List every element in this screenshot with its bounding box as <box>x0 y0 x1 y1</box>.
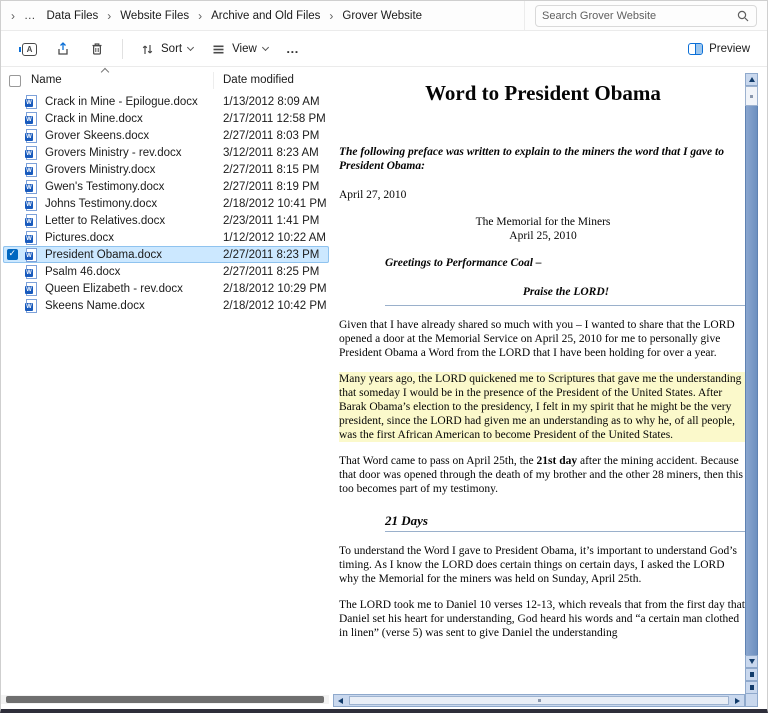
file-date: 2/27/2011 8:15 PM <box>223 163 320 176</box>
file-row[interactable] <box>1 144 331 161</box>
file-name: Crack in Mine - Epilogue.docx <box>45 95 198 108</box>
file-date: 2/27/2011 8:23 PM <box>223 248 320 261</box>
search-area <box>524 1 767 30</box>
doc-21days-block <box>385 514 747 532</box>
file-list-pane <box>1 67 331 705</box>
file-name: Johns Testimony.docx <box>45 197 158 210</box>
word-file-icon <box>25 299 38 312</box>
vscrollbar-track[interactable] <box>745 106 758 655</box>
doc-title: Word to President Obama <box>425 81 661 105</box>
file-row[interactable] <box>1 229 331 246</box>
file-date: 2/18/2012 10:41 PM <box>223 197 327 210</box>
doc-greeting-block <box>385 256 747 306</box>
file-row[interactable] <box>1 280 331 297</box>
file-date: 3/12/2011 8:23 AM <box>223 146 319 159</box>
file-date: 2/27/2011 8:19 PM <box>223 180 320 193</box>
arrow-up-icon <box>749 77 755 82</box>
arrow-right-icon <box>735 698 740 704</box>
breadcrumb-overflow-button[interactable]: … <box>19 7 42 25</box>
preview-label: Preview <box>709 43 750 55</box>
share-button[interactable] <box>48 36 78 62</box>
doc-paragraph-daniel: The LORD took me to Daniel 10 verses 12-13, which reveals that from the first day that Daniel set his heart for understanding, God heard his words and “a certain man clothed in linen” (verse 5) was sent to give Daniel the understanding <box>339 599 745 639</box>
file-name: Grovers Ministry - rev.docx <box>45 146 182 159</box>
file-list-rows <box>1 93 331 314</box>
file-row[interactable] <box>3 246 329 263</box>
file-row[interactable] <box>1 110 331 127</box>
word-file-icon <box>25 163 38 176</box>
column-divider[interactable] <box>213 72 214 89</box>
breadcrumb-item-archive-and-old-files[interactable]: Archive and Old Files <box>206 7 325 25</box>
scroll-left-button[interactable] <box>334 695 347 706</box>
column-header-name[interactable]: Name <box>31 74 62 86</box>
file-name: President Obama.docx <box>45 248 162 261</box>
scroll-down-button[interactable] <box>745 655 758 668</box>
doc-memorial-title: The Memorial for the Miners <box>475 216 611 228</box>
view-icon <box>211 42 226 57</box>
scroll-right-button[interactable] <box>731 695 744 706</box>
file-row[interactable] <box>1 93 331 110</box>
word-file-icon <box>25 265 38 278</box>
preview-vscrollbar[interactable] <box>745 73 758 707</box>
file-date: 2/27/2011 8:03 PM <box>223 129 320 142</box>
preview-pane-icon <box>688 43 703 55</box>
delete-button[interactable] <box>82 36 112 62</box>
file-row[interactable] <box>1 127 331 144</box>
file-name: Grover Skeens.docx <box>45 129 150 142</box>
scrollbar-thumb[interactable] <box>6 696 324 703</box>
file-name: Psalm 46.docx <box>45 265 121 278</box>
rename-icon <box>22 43 37 56</box>
previous-page-button[interactable] <box>745 668 758 681</box>
doc-paragraph-highlighted: Many years ago, the LORD quickened me to Scriptures that gave me the understanding that someday I would be in the presence of the President of the United States. After Barak Obama’s election to the presidency, I felt in my spirit that he might be the very president, since the LORD had given me an understanding as to why he, of all people, was the first African American to become President of the United States. <box>339 372 747 442</box>
word-file-icon <box>25 231 38 244</box>
breadcrumb <box>1 1 524 30</box>
file-date: 2/17/2011 12:58 PM <box>223 112 326 125</box>
file-row[interactable] <box>1 195 331 212</box>
doc-greeting: Greetings to Performance Coal – <box>385 257 542 269</box>
word-file-icon <box>25 282 38 295</box>
file-name: Crack in Mine.docx <box>45 112 143 125</box>
navigation-bar <box>1 1 767 31</box>
file-name: Letter to Relatives.docx <box>45 214 166 227</box>
breadcrumb-item-grover-website[interactable]: Grover Website <box>337 7 427 25</box>
breadcrumb-item-website-files[interactable]: Website Files <box>115 7 194 25</box>
file-date: 1/12/2012 10:22 AM <box>223 231 326 244</box>
arrow-down-icon <box>749 659 755 664</box>
scrollbar-corner <box>745 694 758 707</box>
file-row[interactable] <box>1 178 331 195</box>
word-file-icon <box>25 112 38 125</box>
doc-word-post: after the mining accident. Because that door was opened through the death of my brother and the other 28 miners, then this too becomes part of my testimony. <box>339 455 743 495</box>
sort-label: Sort <box>161 43 183 55</box>
vscrollbar-thumb[interactable] <box>745 86 758 106</box>
toolbar-divider <box>122 39 123 59</box>
scroll-up-button[interactable] <box>745 73 758 86</box>
toolbar <box>1 32 767 67</box>
file-row[interactable] <box>1 263 331 280</box>
search-icon <box>737 10 749 22</box>
preview-pane <box>331 67 767 709</box>
preview-toggle-button[interactable] <box>681 38 757 60</box>
file-date: 1/13/2012 8:09 AM <box>223 95 320 108</box>
chevron-right-icon <box>325 9 337 23</box>
word-file-icon <box>25 180 38 193</box>
preview-hscrollbar[interactable] <box>333 694 745 707</box>
file-name: Gwen's Testimony.docx <box>45 180 165 193</box>
row-checkbox[interactable] <box>7 249 18 260</box>
file-name: Queen Elizabeth - rev.docx <box>45 282 183 295</box>
search-input[interactable] <box>536 10 737 22</box>
doc-paragraph-given: Given that I have already shared so much with you – I wanted to share that the LORD opened a door at the Memorial Service on April 25, 2010 for me to personally give President Obama a Word from the LORD that I have been holding for over a year. <box>339 319 735 359</box>
doc-word-pre: That Word came to pass on April 25th, the <box>339 455 537 467</box>
file-name: Pictures.docx <box>45 231 115 244</box>
word-file-icon <box>25 146 38 159</box>
chevron-down-icon <box>262 44 269 51</box>
doc-paragraph-word <box>339 454 747 496</box>
file-name: Grovers Ministry.docx <box>45 163 156 176</box>
word-file-icon <box>25 197 38 210</box>
file-date: 2/23/2011 1:41 PM <box>223 214 320 227</box>
word-file-icon <box>25 129 38 142</box>
trash-icon <box>89 41 105 57</box>
sort-ascending-icon <box>101 68 109 76</box>
doc-word-bold: 21st day <box>536 455 578 467</box>
doc-heading-21-days: 21 Days <box>385 513 428 528</box>
chevron-right-icon <box>7 9 19 23</box>
file-row[interactable] <box>1 161 331 178</box>
chevron-down-icon <box>187 44 194 51</box>
select-all-checkbox[interactable] <box>9 75 21 87</box>
chevron-right-icon <box>194 9 206 23</box>
hscrollbar-thumb[interactable] <box>349 696 729 705</box>
doc-praise: Praise the LORD! <box>522 286 610 298</box>
doc-memorial-block <box>339 215 747 243</box>
share-icon <box>55 41 71 57</box>
file-date: 2/18/2012 10:29 PM <box>223 282 327 295</box>
column-header-date[interactable]: Date modified <box>223 74 294 86</box>
arrow-left-icon <box>338 698 343 704</box>
view-button[interactable] <box>204 37 275 62</box>
document-preview <box>339 73 747 693</box>
doc-memorial-date: April 25, 2010 <box>509 230 577 242</box>
list-header <box>1 67 331 93</box>
rename-button[interactable] <box>15 38 44 61</box>
doc-date-written: April 27, 2010 <box>339 189 407 201</box>
view-label: View <box>232 43 257 55</box>
word-file-icon <box>25 248 38 261</box>
file-date: 2/27/2011 8:25 PM <box>223 265 320 278</box>
file-list-hscrollbar[interactable] <box>1 695 329 704</box>
more-options-button[interactable] <box>279 40 307 58</box>
doc-paragraph-understand: To understand the Word I gave to President Obama, it’s important to understand God’s timing. As I know the LORD does certain things on certain days, I asked the LORD why the Memorial for the miners was held on Sunday, April 25th. <box>339 545 737 585</box>
file-date: 2/18/2012 10:42 PM <box>223 299 327 312</box>
word-file-icon <box>25 214 38 227</box>
sort-icon <box>140 42 155 57</box>
next-page-button[interactable] <box>745 681 758 694</box>
ellipsis-icon: … <box>285 41 300 56</box>
word-file-icon <box>25 95 38 108</box>
file-row[interactable] <box>1 297 331 314</box>
sort-button[interactable] <box>133 37 200 62</box>
chevron-right-icon <box>103 9 115 23</box>
doc-preface: The following preface was written to explain to the miners the word that I gave to President Obama: <box>339 146 724 172</box>
search-box[interactable] <box>535 5 757 27</box>
breadcrumb-item-data-files[interactable]: Data Files <box>42 7 104 25</box>
file-name: Skeens Name.docx <box>45 299 145 312</box>
file-row[interactable] <box>1 212 331 229</box>
